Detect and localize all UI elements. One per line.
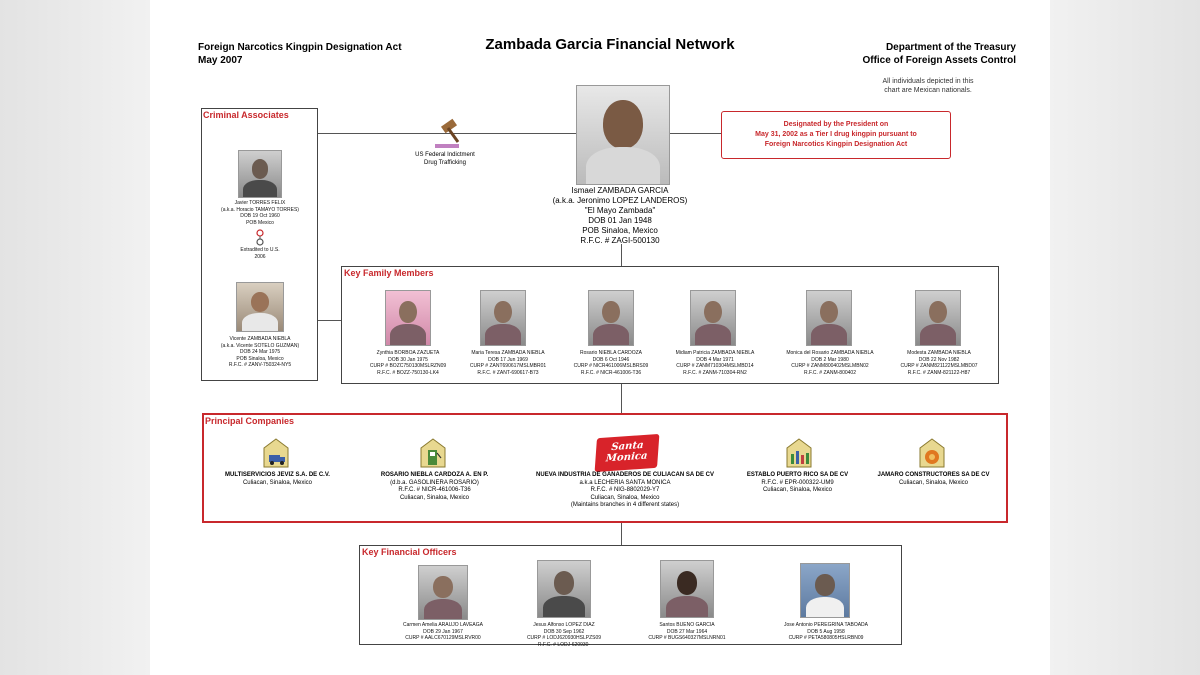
handcuffs-icon [253, 229, 267, 247]
associate-photo-2 [236, 282, 284, 332]
principal-photo [576, 85, 670, 185]
family-2-info: Maria Teresa ZAMBADA NIEBLA DOB 17 Jun 1969 CURP # ZANT690617MSLMBR01 R.F.C. # ZANT-690617-B73 [469, 350, 547, 376]
family-photo-6 [915, 290, 961, 346]
family-photo-5 [806, 290, 852, 346]
gavel-icon [432, 118, 464, 150]
family-6-info: Modesta ZAMBADA NIEBLA DOB 22 Nov 1982 CURP # ZANM821122MSLMBD07 R.F.C. # ZANM-821122-H87 [900, 350, 978, 376]
section-key-financial: Key Financial Officers [362, 547, 457, 557]
section-principal-companies: Principal Companies [205, 416, 295, 426]
associate-1-info: Javier TORRES FELIX (a.k.a. Horacio TAMAYO TORRES) DOB 19 Oct 1960 POB Mexico [221, 200, 299, 226]
designation-note: Designated by the President on May 31, 2002 as a Tier I drug kingpin pursuant to Foreign Narcotics Kingpin Designation Act [721, 111, 951, 159]
company-5-info: JAMARO CONSTRUCTORES SA DE CV Culiacan, Sinaloa, Mexico [877, 472, 990, 486]
family-5-info: Monica del Rosario ZAMBADA NIEBLA DOB 2 Mar 1980 CURP # ZANM800402MSLMBN02 R.F.C. # ZANM-800402 [786, 350, 874, 376]
associate-photo-1 [238, 150, 282, 198]
gas-pump-icon [420, 438, 446, 468]
santa-monica-logo: Santa Monica [595, 434, 660, 472]
connector-companies [621, 384, 622, 414]
company-1-info: MULTISERVICIOS JEVIZ S.A. DE C.V. Culiacan, Sinaloa, Mexico [225, 472, 330, 486]
connector-family [621, 244, 622, 266]
construction-icon [919, 438, 945, 468]
family-photo-1 [385, 290, 431, 346]
chart-title: Zambada Garcia Financial Network [485, 36, 735, 53]
officer-photo-1 [418, 565, 468, 620]
indictment-label: US Federal Indictment Drug Trafficking [415, 152, 475, 166]
officer-photo-3 [660, 560, 714, 618]
act-header: Foreign Narcotics Kingpin Designation Act May 2007 [198, 42, 402, 66]
section-criminal-associates: Criminal Associates [203, 110, 289, 120]
agency-header: Department of the Treasury Office of Foreign Assets Control [862, 42, 1016, 66]
connector-designation [670, 133, 721, 134]
family-1-info: Zynthia BORBOA ZAZUETA DOB 30 Jan 1975 CURP # BOZC750130MSLRZN09 R.F.C. # BOZZ-750130-LK4 [369, 350, 447, 376]
officer-2-info: Jesus Alfonso LOPEZ DIAZ DOB 30 Sep 1962 CURP # LODJ620930HSLPZS09 R.F.C. # LODJ-620930- [526, 622, 602, 648]
dairy-icon [786, 438, 812, 468]
truck-icon [263, 438, 289, 468]
connector-officers [621, 522, 622, 545]
family-photo-4 [690, 290, 736, 346]
nationals-note: All individuals depicted in this chart are Mexican nationals. [882, 78, 974, 94]
associate-2-info: Vicente ZAMBADA NIEBLA (a.k.a. Vicente SOTELO GUZMAN) DOB 24 Mar 1975 POB Sinaloa, Mexico R.F.C. # ZANV-750324-NY5 [220, 336, 300, 368]
right-backdrop [1050, 0, 1200, 675]
principal-info: Ismael ZAMBADA GARCIA (a.k.a. Jeronimo LOPEZ LANDEROS) "El Mayo Zambada" DOB 01 Jan 1948 POB Sinaloa, Mexico R.F.C. # ZAGI-500130 [552, 186, 688, 245]
officer-1-info: Carmen Amelia ARAUJO LAVEAGA DOB 29 Jan 1967 CURP # AALC670129MSLRVR00 [403, 622, 483, 641]
officer-3-info: Santos BUENO GARCIA DOB 27 Mar 1964 CURP # BUGS640327MSLNRN01 [648, 622, 726, 641]
family-photo-3 [588, 290, 634, 346]
family-4-info: Midiam Patricia ZAMBADA NIEBLA DOB 4 Mar 1971 CURP # ZANM710304MSLMBD14 R.F.C. # ZANM-710304-RN2 [675, 350, 755, 376]
company-2-info: ROSARIO NIEBLA CARDOZA A. EN P. (d.b.a. GASOLINERA ROSARIO) R.F.C. # NICR-461006-T36 Culiacan, Sinaloa, Mexico [380, 472, 489, 501]
company-4-info: ESTABLO PUERTO RICO SA DE CV R.F.C. # EPR-000322-UM9 Culiacan, Sinaloa, Mexico [746, 472, 849, 493]
family-photo-2 [480, 290, 526, 346]
officer-photo-4 [800, 563, 850, 618]
extradition-note: Extradited to U.S. 2006 [240, 247, 280, 260]
company-3-info: NUEVA INDUSTRIA DE GANADEROS DE CULIACAN SA DE CV a.k.a LECHERIA SANTA MONICA R.F.C. # NIG-8802029-Y7 Culiacan, Sinaloa, Mexico (Maintains branches in 4 different states) [536, 472, 714, 508]
network-chart [150, 0, 1050, 675]
family-3-info: Rosario NIEBLA CARDOZA DOB 6 Oct 1946 CURP # NICR461006MSLBRS09 R.F.C. # NICR-461006-T36 [573, 350, 649, 376]
connector-assoc-family [318, 320, 341, 321]
officer-photo-2 [537, 560, 591, 618]
officer-4-info: Jose Antonio PEREGRINA TABOADA DOB 5 Aug 1958 CURP # PETA580805HSLRBN09 [783, 622, 869, 641]
left-backdrop [0, 0, 150, 675]
section-key-family: Key Family Members [344, 268, 434, 278]
